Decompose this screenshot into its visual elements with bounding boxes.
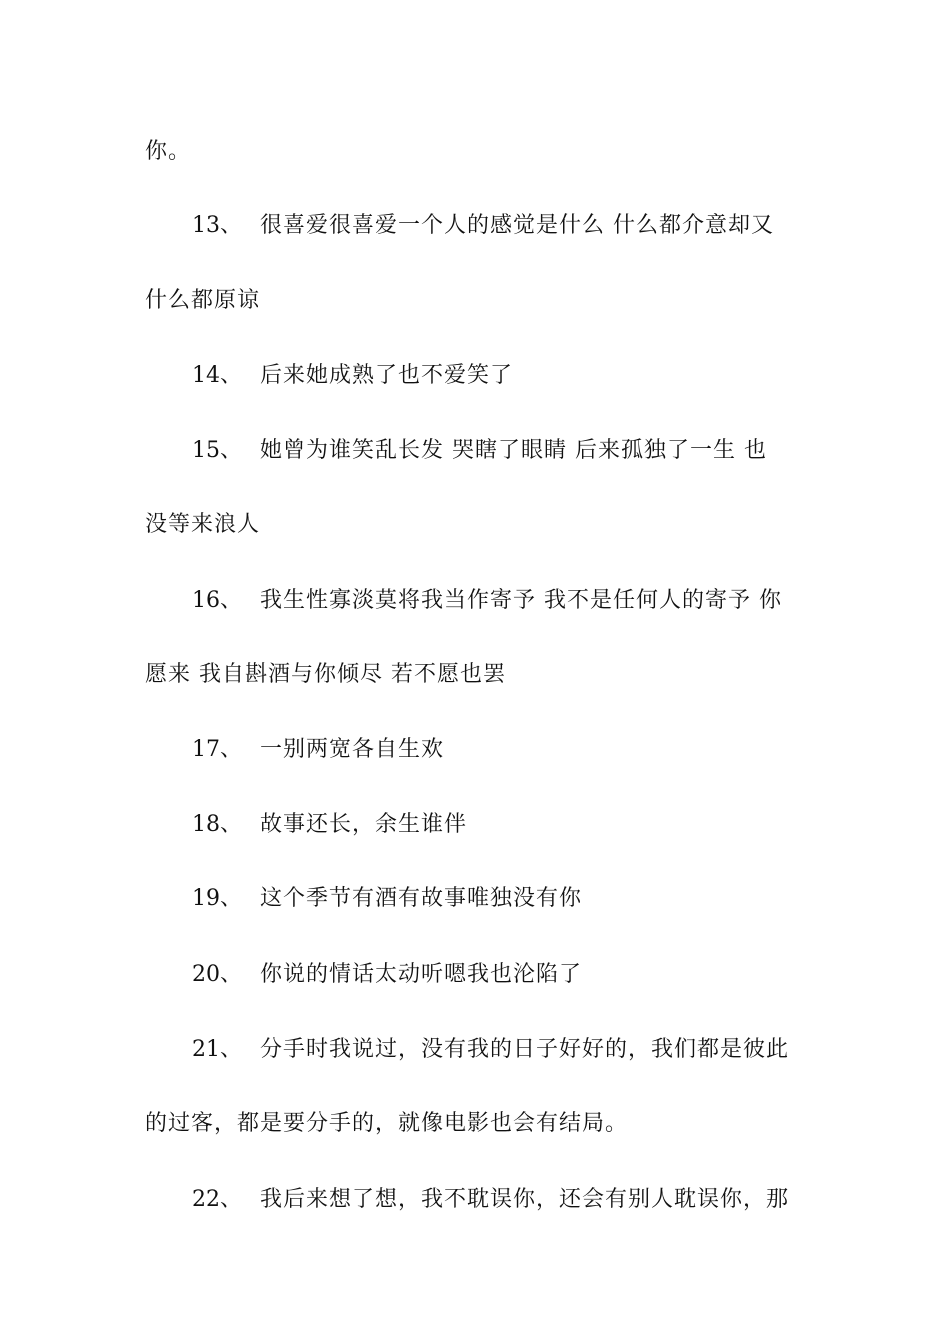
item-text: 这个季节有酒有故事唯独没有你 <box>260 886 583 911</box>
item-text: 一别两宽各自生欢 <box>260 737 445 762</box>
item-text: 她曾为谁笑乱长发 哭瞎了眼睛 后来孤独了一生 也 <box>260 438 767 463</box>
item-number: 20、 <box>192 962 242 987</box>
item-text: 你说的情话太动听嗯我也沦陷了 <box>260 962 583 987</box>
list-item-13 <box>192 211 862 241</box>
line-text: 的过客，都是要分手的，就像电影也会有结局。 <box>145 1111 629 1136</box>
item-text: 后来她成熟了也不爱笑了 <box>260 363 514 388</box>
line-text: 什么都原谅 <box>145 288 261 313</box>
item-text: 分手时我说过，没有我的日子好好的，我们都是彼此 <box>260 1037 790 1062</box>
continuation-line <box>145 660 815 690</box>
line-text: 愿来 我自斟酒与你倾尽 若不愿也罢 <box>145 662 506 687</box>
item-number: 14、 <box>192 363 242 388</box>
item-number: 22、 <box>192 1187 242 1212</box>
item-text: 我生性寡淡莫将我当作寄予 我不是任何人的寄予 你 <box>260 588 782 613</box>
list-item-15 <box>192 436 862 466</box>
list-item-22 <box>192 1185 862 1215</box>
list-item-19 <box>192 884 862 914</box>
item-text: 我后来想了想，我不耽误你，还会有别人耽误你，那 <box>260 1187 790 1212</box>
continuation-line <box>145 1109 815 1139</box>
list-item-18 <box>192 810 862 840</box>
item-number: 17、 <box>192 737 242 762</box>
item-number: 18、 <box>192 812 242 837</box>
list-item-14 <box>192 361 862 391</box>
item-number: 19、 <box>192 886 242 911</box>
item-number: 15、 <box>192 438 242 463</box>
list-item-20 <box>192 960 862 990</box>
list-item-16 <box>192 586 862 616</box>
line-text: 你。 <box>145 139 192 164</box>
line-text: 没等来浪人 <box>145 512 261 537</box>
item-number: 21、 <box>192 1037 242 1062</box>
list-item-17 <box>192 735 862 765</box>
continuation-line <box>145 510 815 540</box>
continuation-line <box>145 286 815 316</box>
continuation-line <box>145 137 815 167</box>
item-number: 16、 <box>192 588 242 613</box>
item-number: 13、 <box>192 213 242 238</box>
item-text: 故事还长，余生谁伴 <box>260 812 468 837</box>
list-item-21 <box>192 1035 862 1065</box>
item-text: 很喜爱很喜爱一个人的感觉是什么 什么都介意却又 <box>260 213 774 238</box>
